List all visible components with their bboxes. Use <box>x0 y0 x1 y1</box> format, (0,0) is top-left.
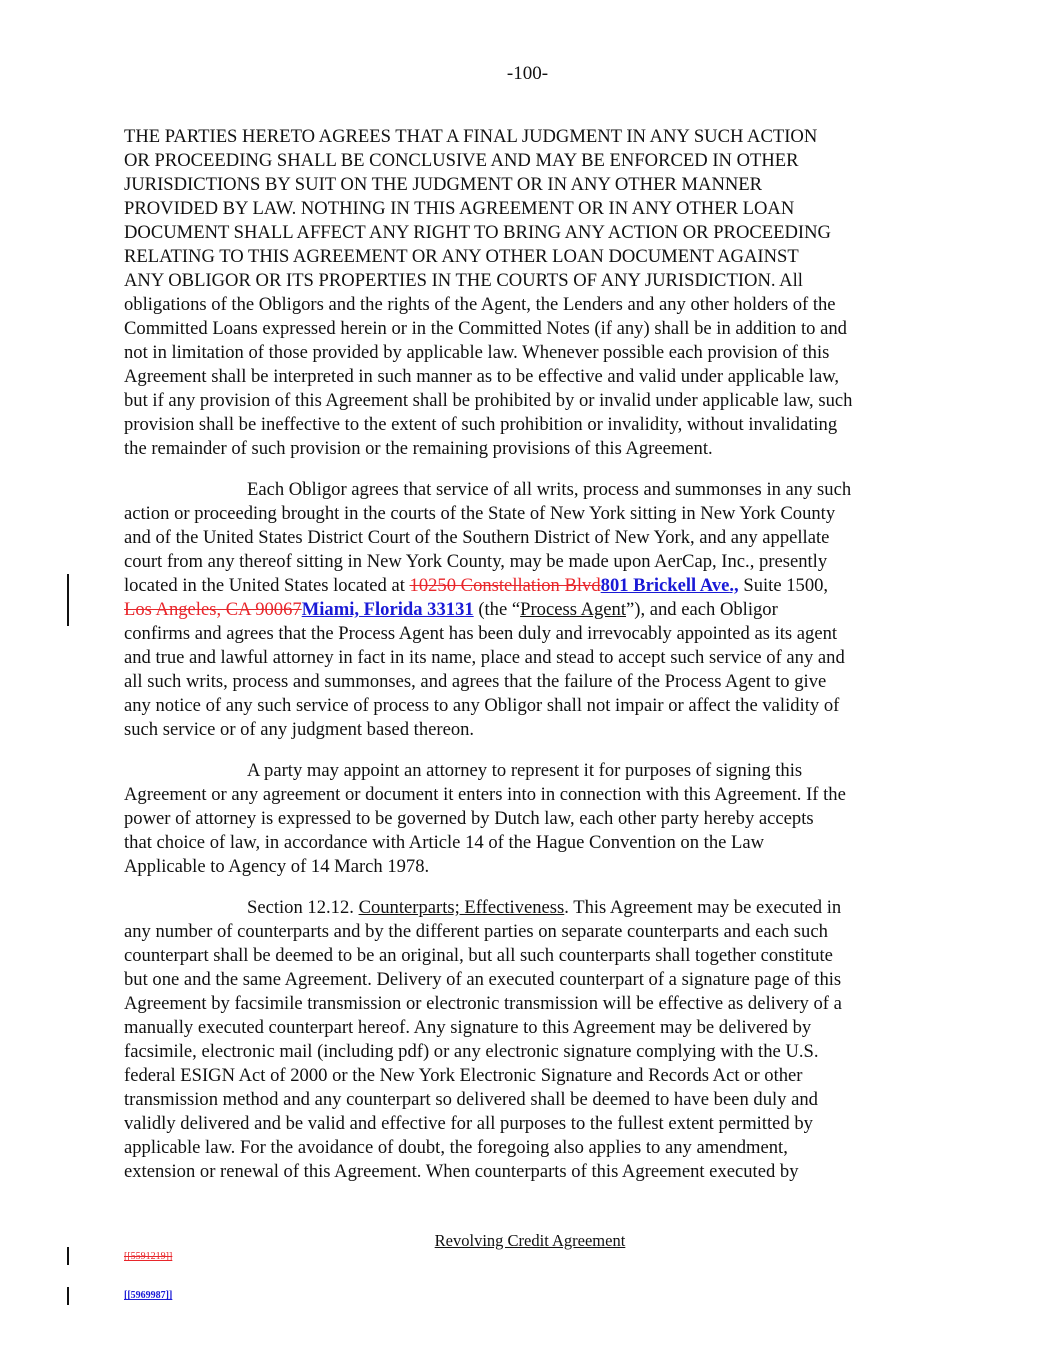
text-segment: (the “ <box>473 599 521 620</box>
text-line: such service or of any judgment based thereon. <box>124 719 475 740</box>
text-line: Agreement shall be interpreted in such manner as to be effective and valid under applicable law, <box>124 366 840 387</box>
text-line: ANY OBLIGOR OR ITS PROPERTIES IN THE COURTS OF ANY JURISDICTION. All <box>124 270 803 291</box>
text-line: confirms and agrees that the Process Agent has been duly and irrevocably appointed as its agent <box>124 623 838 644</box>
deleted-text: 10250 Constellation Blvd <box>409 575 601 596</box>
text-line: the remainder of such provision or the remaining provisions of this Agreement. <box>124 438 713 459</box>
text-line: validly delivered and be valid and effective for all purposes to the fullest extent permitted by <box>124 1113 813 1134</box>
text-line: that choice of law, in accordance with Article 14 of the Hague Convention on the Law <box>124 832 765 853</box>
footer-document-title: Revolving Credit Agreement <box>434 1231 626 1250</box>
paragraph-jurisdiction <box>124 125 929 461</box>
text-line: Agreement by facsimile transmission or electronic transmission will be effective as delivery of a <box>124 993 842 1014</box>
text-line: counterpart shall be deemed to be an original, but all such counterparts shall together constitute <box>124 945 833 966</box>
page-number: -100- <box>506 63 549 84</box>
section-heading-line <box>124 896 929 920</box>
text-line: and true and lawful attorney in fact in its name, place and stead to accept such service of any and <box>124 647 845 668</box>
text-line: any notice of any such service of process to any Obligor shall not impair or affect the validity of <box>124 695 840 716</box>
text-line: court from any thereof sitting in New York County, may be made upon AerCap, Inc., presently <box>124 551 828 572</box>
text-line: THE PARTIES HERETO AGREES THAT A FINAL JUDGMENT IN ANY SUCH ACTION <box>124 126 818 147</box>
text-line: obligations of the Obligors and the rights of the Agent, the Lenders and any other holders of the <box>124 294 836 315</box>
text-line-address <box>124 598 929 622</box>
text-segment: ”), and each Obligor <box>626 599 778 620</box>
inserted-text: 801 Brickell Ave <box>600 575 730 596</box>
text-line: and of the United States District Court of the Southern District of New York, and any appellate <box>124 527 830 548</box>
text-line: manually executed counterpart hereof. Any signature to this Agreement may be delivered by <box>124 1017 812 1038</box>
text-line: federal ESIGN Act of 2000 or the New York Electronic Signature and Records Act or other <box>124 1065 803 1086</box>
text-segment: located in the United States located at <box>124 575 410 596</box>
text-line: JURISDICTIONS BY SUIT ON THE JUDGMENT OR IN ANY OTHER MANNER <box>124 174 763 195</box>
text-line: Applicable to Agency of 14 March 1978. <box>124 856 430 877</box>
text-line: Each Obligor agrees that service of all writs, process and summonses in any such <box>247 479 852 500</box>
deleted-text: Los Angeles, CA 90067 <box>124 599 302 620</box>
section-number: Section 12.12. <box>247 897 359 918</box>
text-line: extension or renewal of this Agreement. When counterparts of this Agreement executed by <box>124 1161 799 1182</box>
footer-doc-id-inserted: [[5969987]] <box>124 1290 173 1301</box>
text-line: Committed Loans expressed herein or in the Committed Notes (if any) shall be in addition to and <box>124 318 847 339</box>
text-line: PROVIDED BY LAW. NOTHING IN THIS AGREEMENT OR IN ANY OTHER LOAN <box>124 198 795 219</box>
text-line: applicable law. For the avoidance of doubt, the foregoing also applies to any amendment, <box>124 1137 788 1158</box>
change-bar <box>67 574 69 626</box>
text-line-address <box>124 574 929 598</box>
text-line: DOCUMENT SHALL AFFECT ANY RIGHT TO BRING ANY ACTION OR PROCEEDING <box>124 222 831 243</box>
text-line: but one and the same Agreement. Delivery of an executed counterpart of a signature page of this <box>124 969 842 990</box>
footer-change-bar-inserted <box>67 1287 69 1305</box>
text-line: OR PROCEEDING SHALL BE CONCLUSIVE AND MAY BE ENFORCED IN OTHER <box>124 150 799 171</box>
inserted-text: Miami, Florida 33131 <box>301 599 474 620</box>
text-segment: Suite 1500, <box>738 575 829 596</box>
text-line: transmission method and any counterpart so delivered shall be deemed to have been duly and <box>124 1089 818 1110</box>
paragraph-attorney <box>124 759 929 879</box>
paragraph-counterparts <box>124 896 929 1184</box>
text-line: action or proceeding brought in the courts of the State of New York sitting in New York County <box>124 503 836 524</box>
text-line: power of attorney is expressed to be governed by Dutch law, each other party hereby accepts <box>124 808 814 829</box>
defined-term: Process Agent <box>520 599 627 620</box>
text-line: any number of counterparts and by the different parties on separate counterparts and each such <box>124 921 828 942</box>
text-line: provision shall be ineffective to the extent of such prohibition or invalidity, without invalidating <box>124 414 838 435</box>
text-line: all such writs, process and summonses, and agrees that the failure of the Process Agent to give <box>124 671 827 692</box>
text-line: facsimile, electronic mail (including pdf) or any electronic signature complying with the U.S. <box>124 1041 819 1062</box>
text-line: not in limitation of those provided by applicable law. Whenever possible each provision of this <box>124 342 830 363</box>
inserted-text: ., <box>729 575 739 596</box>
paragraph-process-agent <box>124 478 929 742</box>
text-line: Agreement or any agreement or document it enters into in connection with this Agreement. If the <box>124 784 846 805</box>
text-segment: . This Agreement may be executed in <box>564 897 842 918</box>
text-line: but if any provision of this Agreement shall be prohibited by or invalid under applicable law, such <box>124 390 853 411</box>
document-body <box>124 125 929 1201</box>
text-line: A party may appoint an attorney to represent it for purposes of signing this <box>247 760 803 781</box>
text-line: RELATING TO THIS AGREEMENT OR ANY OTHER LOAN DOCUMENT AGAINST <box>124 246 799 267</box>
footer-doc-id-deleted: [[5591219]] <box>124 1251 173 1262</box>
section-title: Counterparts; Effectiveness <box>358 897 565 918</box>
